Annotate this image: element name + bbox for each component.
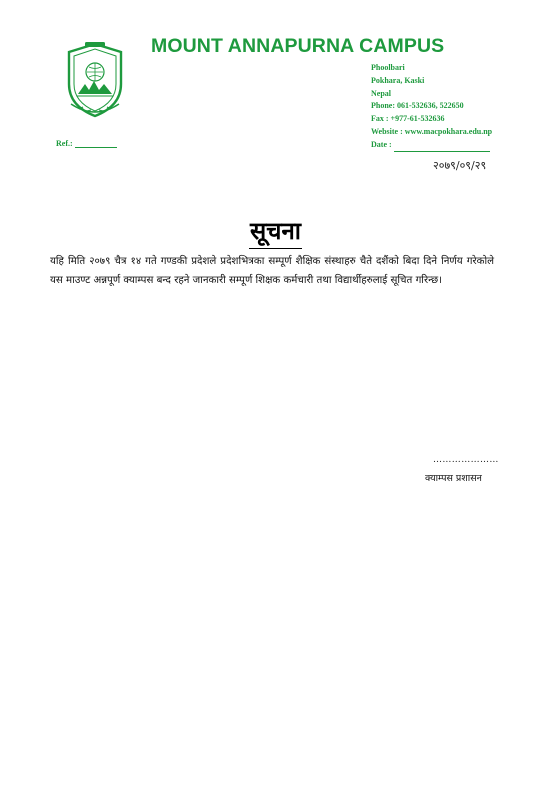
fax-line: Fax : +977-61-532636 [371, 114, 445, 124]
ref-field [56, 139, 117, 148]
notice-heading: सूचना [249, 214, 302, 249]
address-block [371, 62, 492, 152]
address-line: Pokhara, Kaski [371, 75, 425, 85]
date-label: Date : [371, 139, 392, 149]
signature-line: ………………… [433, 455, 499, 465]
address-line: Phoolbari [371, 63, 405, 72]
campus-name: MOUNT ANNAPURNA CAMPUS [151, 35, 445, 57]
address-line: Nepal [371, 88, 391, 98]
ref-label: Ref.: [56, 139, 73, 148]
signatory: क्याम्पस प्रशासन [425, 473, 482, 484]
date-blank-line [394, 143, 490, 152]
website-line: Website : www.macpokhara.edu.np [371, 126, 493, 136]
ref-blank-line [75, 139, 117, 148]
notice-heading-wrap [0, 214, 551, 249]
phone-line: Phone: 061-532636, 522650 [371, 101, 464, 111]
notice-date: २०७९/०९/२९ [433, 159, 487, 172]
date-field [371, 139, 492, 152]
campus-emblem-icon [63, 40, 127, 120]
notice-body: यहि मिति २०७९ चैत्र १४ गते गण्डकी प्रदेशले प्रदेशभित्रका सम्पूर्ण शैक्षिक संस्थाहरु चैते दशैंको बिदा दिने निर्णय गरेकोले यस माउण्ट अन्नपूर्ण क्याम्पस बन्द रहने जानकारी सम्पूर्ण शिक्षक कर्मचारी तथा विद्यार्थीहरुलाई सूचित गरिन्छ। [50, 256, 494, 286]
